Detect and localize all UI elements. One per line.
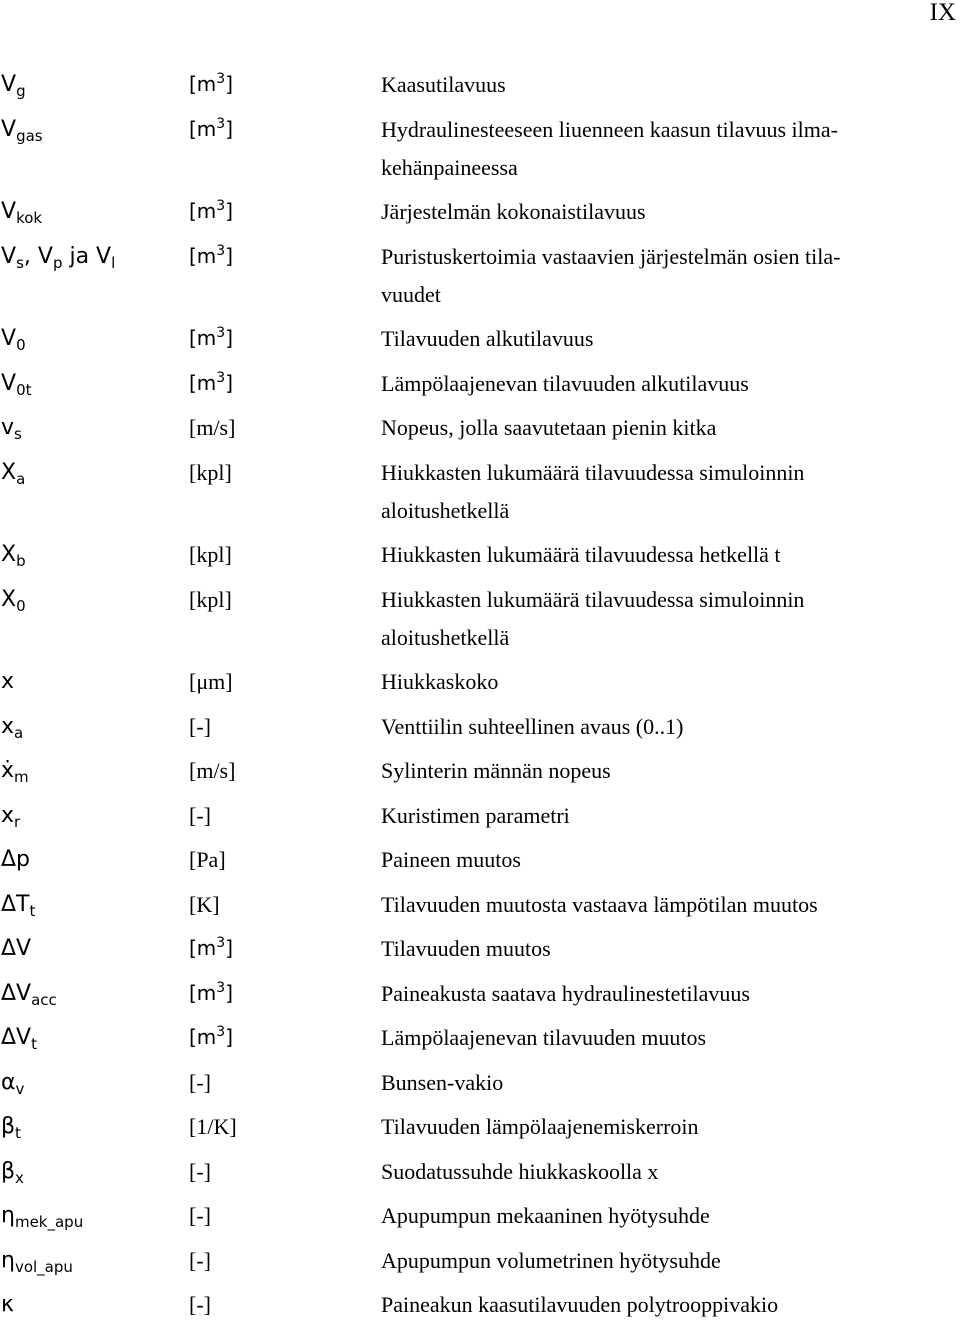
unit-close: ] [225,243,234,268]
description [381,708,906,746]
description-line: Apupumpun mekaaninen hyötysuhde [381,1203,710,1228]
symbol-row [0,541,960,574]
unit-text: [-] [189,1292,211,1317]
description [381,1108,906,1146]
symbol-subscript: v [15,1079,25,1098]
symbol-base: V [1,243,17,269]
description-line: Kuristimen parametri [381,802,570,828]
description [381,111,906,187]
unit-close: ] [225,72,234,96]
unit-text: [K] [189,891,220,917]
unit-exponent: 3 [216,1024,226,1040]
unit [189,1247,381,1274]
description-line: Lämpölaajenevan tilavuuden alkutilavuus [381,370,749,396]
symbol-row [0,713,960,746]
symbol [0,325,189,352]
symbol [0,1247,189,1274]
description [381,454,906,530]
unit-text: [m [189,370,217,395]
description-line: Tilavuuden muutos [381,936,551,961]
symbol-subscript: g [16,82,26,100]
unit-text: [μm] [189,669,233,694]
description [381,1197,906,1235]
unit [189,757,381,784]
symbol [0,586,189,613]
unit-close: ] [225,1025,234,1049]
unit-text: [-] [189,1203,211,1228]
unit [189,198,381,225]
description-line: Nopeus, jolla saavutetaan pienin kitka [381,415,717,440]
symbol-base: η [1,1247,15,1273]
symbol-subscript: vol_apu [14,1257,73,1276]
unit-text: [m/s] [189,415,236,440]
unit-text: [m [189,199,217,223]
symbol-base: V [1,326,17,351]
symbol [0,1024,189,1051]
symbol-row [0,802,960,835]
description [381,409,906,447]
unit-exponent: 3 [216,325,226,341]
unit-close: ] [225,370,234,395]
symbol [0,1113,189,1140]
symbol-base: V [1,116,17,142]
symbol-row [0,1069,960,1102]
description-line: Paineakun kaasutilavuuden polytrooppivakio [381,1292,779,1317]
description [381,886,906,924]
symbol-row [0,1247,960,1280]
symbol-base: X [1,459,17,485]
unit-text: [kpl] [189,586,232,612]
unit [189,668,381,695]
symbol-base: ẋ [1,758,15,783]
description [381,930,906,968]
symbol-row [0,1113,960,1146]
symbol-row [0,414,960,447]
unit [189,980,381,1007]
description-line: Hiukkaskoko [381,669,499,694]
description-line: Sylinterin männän nopeus [381,758,611,783]
symbol-subscript: r [14,812,21,831]
symbol-base: ΔV [1,980,32,1006]
symbol-subscript: a [14,723,24,742]
description-line: Hiukkasten lukumäärä tilavuudessa hetkellä t [381,542,781,567]
symbol-base: ja V [62,243,112,269]
description-line: aloitushetkellä [381,497,510,523]
symbol-subscript: 0t [16,380,32,399]
description [381,975,906,1013]
symbol-subscript: t [31,1035,37,1053]
description-line: Puristuskertoimia vastaavien järjestelmän osien tila- [381,243,841,269]
description [381,1153,906,1191]
symbol [0,668,189,695]
description [381,238,906,314]
description-line: Bunsen-vakio [381,1069,504,1095]
description [381,320,906,358]
unit [189,414,381,441]
symbol-subscript: b [16,552,26,570]
description-line: Tilavuuden alkutilavuus [381,326,594,351]
symbol-subscript: s [14,425,22,443]
description-line: Paineakusta saatava hydraulinestetilavuus [381,980,750,1006]
symbol-row [0,459,960,530]
unit [189,459,381,486]
description [381,841,906,879]
unit [189,71,381,98]
symbol-subscript: m [14,768,29,786]
description-line: Tilavuuden lämpölaajenemiskerroin [381,1114,699,1139]
description-line: kehänpaineessa [381,154,518,180]
symbol-row [0,325,960,358]
unit [189,116,381,143]
unit [189,1291,381,1318]
symbol [0,198,189,225]
page-number: IX [929,0,956,26]
symbol-base: α [1,1069,16,1095]
symbol-base: x [1,802,15,828]
symbol-row [0,757,960,790]
symbol [0,802,189,829]
symbol-row [0,71,960,104]
unit [189,541,381,568]
symbol-base: v [1,415,15,440]
unit-exponent: 3 [216,935,226,951]
symbol-row [0,668,960,701]
description [381,66,906,104]
unit-exponent: 3 [216,979,226,996]
unit-text: [m [189,936,217,960]
description [381,797,906,835]
symbol-row [0,1202,960,1235]
description-line: vuudet [381,281,441,307]
description [381,1286,906,1324]
symbol-base: V [1,72,17,97]
unit-exponent: 3 [216,115,226,132]
unit-text: [-] [189,802,211,828]
symbol [0,713,189,740]
unit-text: [-] [189,1247,211,1273]
unit-exponent: 3 [216,242,226,259]
symbol-base: , V [23,243,53,269]
description-line: aloitushetkellä [381,624,510,650]
symbol [0,935,189,962]
description [381,365,906,403]
unit-exponent: 3 [216,71,226,87]
description-line: Suodatussuhde hiukkaskoolla x [381,1158,659,1184]
unit-text: [m/s] [189,758,236,783]
unit-text: [-] [189,1158,211,1184]
unit-text: [Pa] [189,847,226,872]
symbol [0,71,189,98]
symbol-row [0,116,960,187]
symbol-row [0,198,960,231]
symbol-subscript: t [29,901,36,920]
symbol-base: X [1,586,17,612]
unit-text: [1/K] [189,1114,237,1139]
symbol [0,116,189,143]
symbol [0,980,189,1007]
unit [189,802,381,829]
unit [189,1202,381,1229]
symbol [0,1069,189,1096]
unit [189,325,381,352]
unit-text: [m [189,116,217,141]
description-line: Apupumpun volumetrinen hyötysuhde [381,1247,721,1273]
unit-text: [m [189,980,217,1005]
symbol-base: η [1,1203,15,1228]
symbol-row [0,243,960,314]
symbol-row [0,935,960,968]
unit-close: ] [225,199,234,223]
unit-text: [m [189,326,217,350]
symbol [0,757,189,784]
unit-text: [m [189,243,217,268]
unit [189,846,381,873]
symbol-subscript: 0 [16,336,26,354]
symbol [0,370,189,397]
symbol-subscript: gas [16,126,43,145]
symbol-subscript: t [15,1124,21,1142]
symbol [0,459,189,486]
unit-text: [m [189,1025,217,1049]
symbol-base: β [1,1158,16,1184]
symbol-subscript: a [16,469,26,488]
symbol-row [0,1291,960,1324]
description-line: Järjestelmän kokonaistilavuus [381,199,646,224]
symbol-subscript: p [52,253,63,272]
unit-close: ] [225,936,234,960]
unit [189,1113,381,1140]
symbol-row [0,846,960,879]
description [381,193,906,231]
symbol-row [0,980,960,1013]
unit [189,370,381,397]
symbol-row [0,370,960,403]
symbol-list [0,71,960,1336]
symbol-base: x [1,713,15,739]
symbol [0,891,189,918]
symbol [0,1158,189,1185]
symbol [0,1202,189,1229]
symbol-subscript: l [111,253,116,272]
unit-exponent: 3 [216,198,226,214]
unit-text: [m [189,72,217,96]
unit [189,243,381,270]
symbol-subscript: acc [31,990,57,1009]
unit-close: ] [225,980,234,1005]
symbol-base: κ [1,1292,14,1317]
symbol-base: V [1,370,17,396]
symbol-subscript: kok [16,209,43,227]
description-line: Hiukkasten lukumäärä tilavuudessa simuloinnin [381,586,805,612]
description [381,1242,906,1280]
description-line: Hiukkasten lukumäärä tilavuudessa simuloinnin [381,459,805,485]
symbol [0,1291,189,1318]
description-line: Venttiilin suhteellinen avaus (0..1) [381,713,684,739]
description [381,536,906,574]
unit-exponent: 3 [216,369,226,386]
description-line: Hydraulinesteeseen liuenneen kaasun tilavuus ilma- [381,116,838,142]
symbol-base: Δp [1,847,31,872]
unit-text: [kpl] [189,542,232,567]
symbol-subscript: 0 [16,596,26,615]
symbol-row [0,1024,960,1057]
symbol [0,541,189,568]
symbol-row [0,1158,960,1191]
symbol-base: X [1,542,17,567]
unit [189,1069,381,1096]
description-line: Tilavuuden muutosta vastaava lämpötilan muutos [381,891,818,917]
symbol-row [0,891,960,924]
unit-text: [-] [189,1069,211,1095]
symbol-base: x [1,669,15,694]
unit-text: [-] [189,713,211,739]
symbol-base: ΔV [1,936,32,961]
unit [189,891,381,918]
symbol-base: β [1,1114,16,1139]
description [381,1064,906,1102]
unit [189,1158,381,1185]
description [381,752,906,790]
symbol [0,414,189,441]
unit [189,586,381,613]
description-line: Paineen muutos [381,847,521,872]
unit-text: [kpl] [189,459,232,485]
description [381,663,906,701]
symbol-subscript: s [16,253,24,272]
description-line: Lämpölaajenevan tilavuuden muutos [381,1025,707,1050]
symbol-subscript: x [15,1168,24,1187]
unit [189,1024,381,1051]
symbol-row [0,586,960,657]
unit-close: ] [225,116,234,141]
unit [189,713,381,740]
symbol-base: ΔV [1,1025,32,1050]
symbol-subscript: mek_apu [14,1213,84,1231]
description-line: Kaasutilavuus [381,72,506,97]
symbol [0,243,189,270]
description [381,1019,906,1057]
symbol-base: ΔT [1,891,30,917]
symbol-base: V [1,199,17,224]
description [381,581,906,657]
unit [189,935,381,962]
symbol [0,846,189,873]
unit-close: ] [225,326,234,350]
